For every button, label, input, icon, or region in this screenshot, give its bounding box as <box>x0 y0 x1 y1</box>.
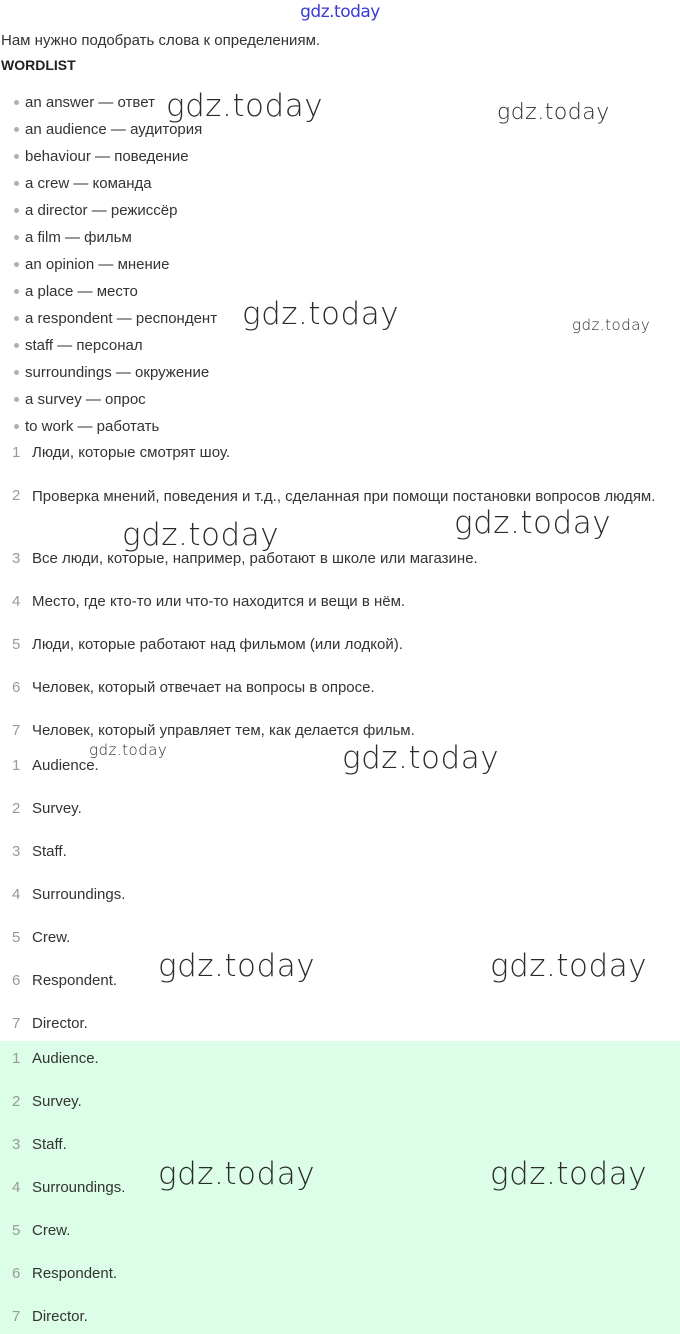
bullet-icon <box>14 370 19 375</box>
bullet-icon <box>14 262 19 267</box>
watermark: gdz.today <box>454 505 612 541</box>
bullet-icon <box>14 343 19 348</box>
watermark: gdz.today <box>242 296 400 332</box>
intro-text: Нам нужно подобрать слова к определениям. <box>1 32 321 49</box>
wordlist-item: staff — персонал <box>0 332 217 359</box>
wordlist-item: an opinion — мнение <box>0 251 217 278</box>
top-watermark: gdz.today <box>300 2 380 22</box>
wordlist-item: a survey — опрос <box>0 386 217 413</box>
bullet-icon <box>14 289 19 294</box>
bullet-icon <box>14 154 19 159</box>
watermark: gdz.today <box>572 316 651 334</box>
bullet-icon <box>14 127 19 132</box>
wordlist-item: surroundings — окружение <box>0 359 217 386</box>
watermark: gdz.today <box>122 517 280 553</box>
watermark: gdz.today <box>497 100 610 125</box>
wordlist-item: a crew — команда <box>0 170 217 197</box>
bullet-icon <box>14 181 19 186</box>
wordlist-item: to work — работать <box>0 413 217 440</box>
wordlist-item: a place — место <box>0 278 217 305</box>
wordlist-item: a director — режиссёр <box>0 197 217 224</box>
wordlist <box>0 89 217 440</box>
watermark: gdz.today <box>342 740 500 776</box>
wordlist-item: a respondent — респондент <box>0 305 217 332</box>
watermark: gdz.today <box>490 1156 648 1192</box>
watermark: gdz.today <box>158 948 316 984</box>
wordlist-item: behaviour — поведение <box>0 143 217 170</box>
bullet-icon <box>14 397 19 402</box>
bullet-icon <box>14 235 19 240</box>
bullet-icon <box>14 316 19 321</box>
watermark: gdz.today <box>166 88 324 124</box>
bullet-icon <box>14 424 19 429</box>
wordlist-item: a film — фильм <box>0 224 217 251</box>
wordlist-heading: WORDLIST <box>1 57 76 73</box>
watermark: gdz.today <box>89 741 168 759</box>
bullet-icon <box>14 208 19 213</box>
watermark: gdz.today <box>158 1156 316 1192</box>
wordlist-item: an answer — ответ <box>0 89 217 116</box>
wordlist-item: an audience — аудитория <box>0 116 217 143</box>
bullet-icon <box>14 100 19 105</box>
watermark: gdz.today <box>490 948 648 984</box>
